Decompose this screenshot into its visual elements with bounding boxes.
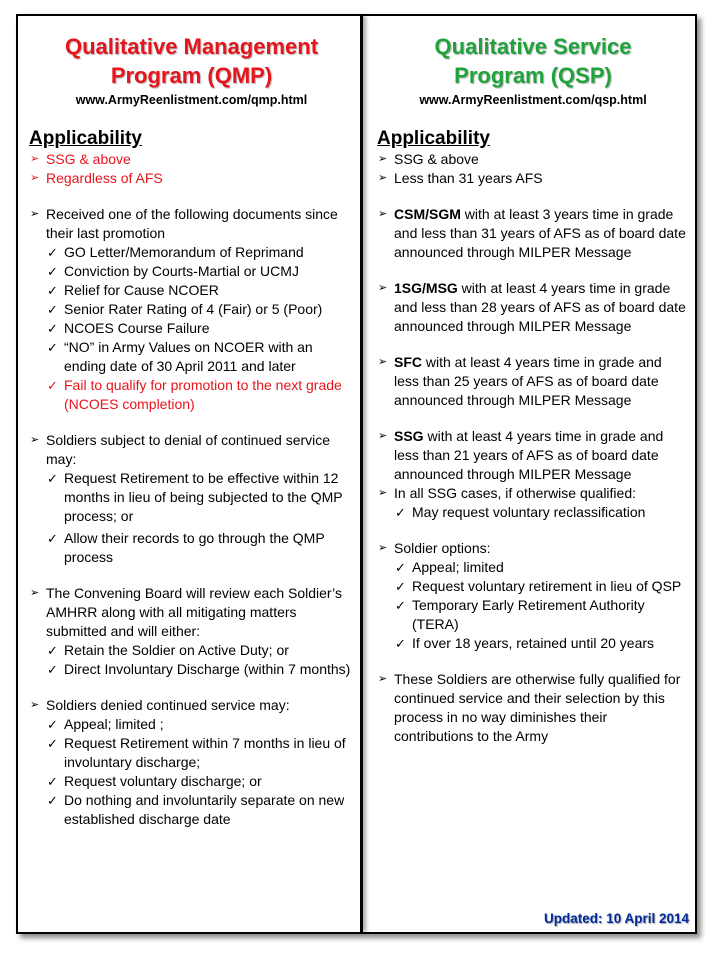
arrow-bullet-icon: ➢	[30, 172, 40, 184]
check-icon: ✓	[47, 321, 58, 336]
qsp-options-list	[377, 558, 689, 653]
list-item: ➢ SSG & above	[378, 151, 479, 167]
check-icon: ✓	[47, 264, 58, 279]
check-icon: ✓	[395, 560, 406, 575]
qmp-documents-section	[29, 205, 354, 243]
check-icon: ✓	[395, 636, 406, 651]
list-item: ➢ These Soldiers are otherwise fully qualified for continued service and their selection by this process in no way diminishes their contributions to the Army	[378, 671, 681, 744]
qsp-options-section	[377, 539, 689, 558]
arrow-bullet-icon: ➢	[378, 673, 388, 685]
arrow-bullet-icon: ➢	[30, 208, 40, 220]
check-icon: ✓	[47, 736, 58, 751]
qmp-title	[29, 32, 354, 90]
check-icon: ✓	[47, 643, 58, 658]
list-item: ✓ Appeal; limited	[395, 559, 504, 575]
check-icon: ✓	[47, 471, 58, 486]
list-item: ✓ Request voluntary retirement in lieu of QSP	[395, 578, 682, 594]
qsp-title-line1: Qualitative Service	[434, 34, 632, 59]
qmp-documents-list	[29, 243, 354, 414]
list-item: ✓ Retain the Soldier on Active Duty; or	[47, 642, 289, 658]
qsp-closing-section	[377, 670, 689, 746]
list-item: ➢ CSM/SGM with at least 3 years time in grade and less than 31 years of AFS as of board date announced through MILPER Message	[378, 206, 686, 260]
qsp-grade-sfc	[377, 353, 689, 410]
list-item: ➢ 1SG/MSG with at least 4 years time in grade and less than 28 years of AFS as of board date announced through MILPER Message	[378, 280, 686, 334]
list-item: ➢ Regardless of AFS	[30, 170, 163, 186]
list-item: ➢ SFC with at least 4 years time in grade and less than 25 years of AFS as of board date announced through MILPER Message	[378, 354, 662, 408]
check-icon: ✓	[47, 340, 58, 355]
qmp-denied-section	[29, 696, 354, 715]
list-item: ➢ Soldiers denied continued service may:	[30, 697, 290, 713]
qmp-applicability-list	[29, 150, 354, 188]
qmp-header	[29, 16, 354, 107]
list-item: ➢ Received one of the following documents since their last promotion	[30, 206, 338, 241]
check-icon: ✓	[395, 505, 406, 520]
qsp-grade-1sg	[377, 279, 689, 336]
list-item: ✓ “NO” in Army Values on NCOER with an ending date of 30 April 2011 and later	[47, 339, 313, 374]
qmp-url[interactable]: www.ArmyReenlistment.com/qmp.html	[75, 93, 308, 107]
qmp-board-list	[29, 641, 354, 679]
qsp-applicability-list	[377, 150, 689, 188]
check-icon: ✓	[47, 717, 58, 732]
check-icon: ✓	[47, 662, 58, 677]
arrow-bullet-icon: ➢	[378, 487, 388, 499]
updated-date: Updated: 10 April 2014	[543, 911, 689, 926]
qmp-title-line2: Program (QMP)	[110, 63, 273, 88]
check-icon: ✓	[47, 378, 58, 393]
qsp-title-line2: Program (QSP)	[454, 63, 612, 88]
qsp-applicability-heading: Applicability	[377, 128, 490, 149]
list-item: ✓ Temporary Early Retirement Authority (TERA)	[395, 597, 645, 632]
list-item: ➢ In all SSG cases, if otherwise qualified:	[378, 485, 637, 501]
list-item: ➢ SSG with at least 4 years time in grade and less than 21 years of AFS as of board date announced through MILPER Message	[378, 428, 664, 482]
list-item: ➢ SSG & above	[30, 151, 131, 167]
qmp-column	[18, 16, 363, 932]
list-item-highlight: ✓ Fail to qualify for promotion to the next grade (NCOES completion)	[47, 377, 342, 412]
arrow-bullet-icon: ➢	[378, 153, 388, 165]
list-item: ✓ Relief for Cause NCOER	[47, 282, 219, 298]
list-item: ✓ Do nothing and involuntarily separate on new established discharge date	[47, 792, 345, 827]
check-icon: ✓	[47, 774, 58, 789]
check-icon: ✓	[47, 245, 58, 260]
arrow-bullet-icon: ➢	[30, 587, 40, 599]
arrow-bullet-icon: ➢	[378, 542, 388, 554]
qsp-column	[363, 16, 695, 932]
qsp-grade-csm	[377, 205, 689, 262]
qsp-header	[377, 16, 689, 107]
arrow-bullet-icon: ➢	[30, 434, 40, 446]
list-item: ✓ Appeal; limited ;	[47, 716, 164, 732]
list-item: ✓ Conviction by Courts-Martial or UCMJ	[47, 263, 299, 279]
arrow-bullet-icon: ➢	[378, 356, 388, 368]
qmp-title-line1: Qualitative Management	[64, 34, 319, 59]
list-item: ✓ Request Retirement to be effective within 12 months in lieu of being subjected to the QMP process; or	[47, 470, 343, 524]
arrow-bullet-icon: ➢	[30, 699, 40, 711]
list-item: ✓ May request voluntary reclassification	[395, 504, 646, 520]
arrow-bullet-icon: ➢	[30, 153, 40, 165]
arrow-bullet-icon: ➢	[378, 172, 388, 184]
list-item: ➢ Less than 31 years AFS	[378, 170, 543, 186]
list-item: ✓ Senior Rater Rating of 4 (Fair) or 5 (Poor)	[47, 301, 323, 317]
list-item: ➢ Soldiers subject to denial of continued service may:	[30, 432, 331, 467]
list-item: ✓ Request Retirement within 7 months in lieu of involuntary discharge;	[47, 735, 346, 770]
arrow-bullet-icon: ➢	[378, 430, 388, 442]
qmp-denial-list	[29, 469, 354, 567]
list-item: ✓ NCOES Course Failure	[47, 320, 210, 336]
qmp-applicability-heading: Applicability	[29, 128, 142, 149]
qsp-url[interactable]: www.ArmyReenlistment.com/qsp.html	[419, 93, 647, 107]
check-icon: ✓	[395, 598, 406, 613]
arrow-bullet-icon: ➢	[378, 282, 388, 294]
qsp-title	[377, 32, 689, 90]
qmp-board-section	[29, 584, 354, 641]
check-icon: ✓	[47, 283, 58, 298]
arrow-bullet-icon: ➢	[378, 208, 388, 220]
check-icon: ✓	[395, 579, 406, 594]
qmp-denied-list	[29, 715, 354, 829]
qsp-grade-ssg	[377, 427, 689, 503]
list-item: ➢ The Convening Board will review each Soldier’s AMHRR along with all mitigating matters submitted and will either:	[30, 585, 342, 639]
list-item: ✓ GO Letter/Memorandum of Reprimand	[47, 244, 304, 260]
comparison-frame	[16, 14, 697, 934]
list-item: ✓ Request voluntary discharge; or	[47, 773, 262, 789]
check-icon: ✓	[47, 793, 58, 808]
list-item: ➢ Soldier options:	[378, 540, 491, 556]
qsp-ssg-cases-list	[377, 503, 689, 522]
qmp-denial-section	[29, 431, 354, 469]
check-icon: ✓	[47, 302, 58, 317]
list-item: ✓ Allow their records to go through the QMP process	[47, 530, 325, 565]
list-item: ✓ Direct Involuntary Discharge (within 7 months)	[47, 661, 351, 677]
list-item: ✓ If over 18 years, retained until 20 years	[395, 635, 655, 651]
check-icon: ✓	[47, 531, 58, 546]
